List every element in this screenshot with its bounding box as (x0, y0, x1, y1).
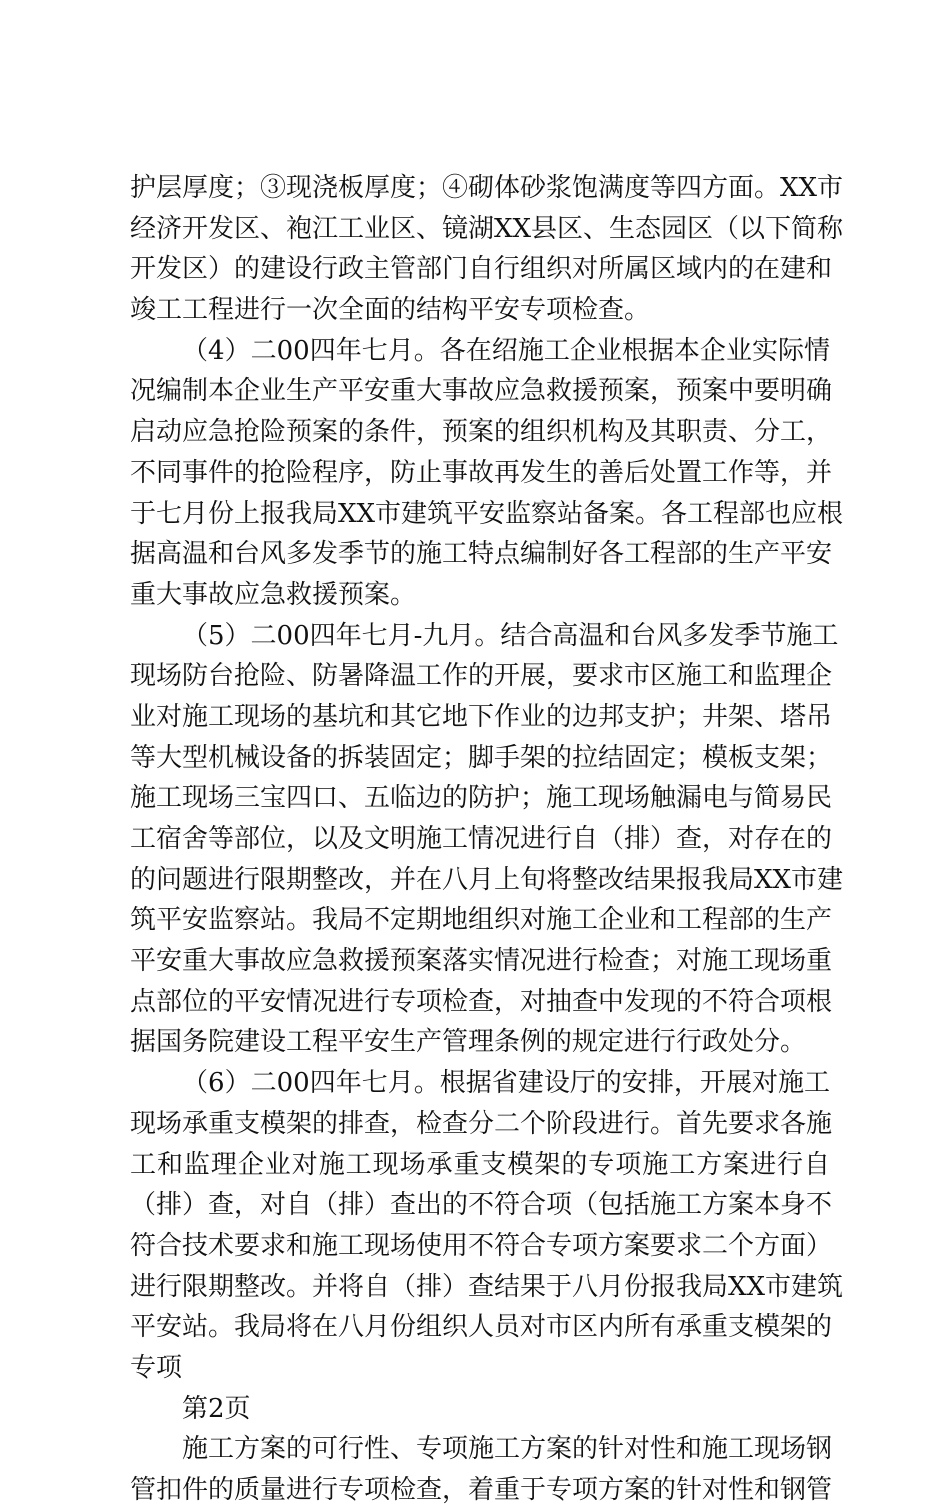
text-line: 点部位的平安情况进行专项检查，对抽查中发现的不符合项根 (130, 986, 833, 1017)
text-line: 进行限期整改。并将自（排）查结果于八月份报我局XX市建筑 (130, 1271, 844, 1302)
text-line: 启动应急抢险预案的条件，预案的组织机构及其职责、分工， (130, 417, 833, 448)
text-line: 开发区）的建设行政主管部门自行组织对所属区域内的在建和 (130, 254, 833, 285)
text-line: 管扣件的质量进行专项检查，着重于专项方案的针对性和钢管 (130, 1475, 833, 1505)
text-line: 经济开发区、袍江工业区、镜湖XX县区、生态园区（以下简称 (130, 213, 844, 244)
text-line: 专项 (130, 1352, 183, 1383)
text-line: 工和监理企业对施工现场承重支模架的专项施工方案进行自 (130, 1149, 830, 1180)
text-line: 等大型机械设备的拆装固定；脚手架的拉结固定；模板支架； (130, 742, 833, 773)
text-line: 于七月份上报我局XX市建筑平安监察站备案。各工程部也应根 (130, 498, 844, 529)
text-line: （排）查，对自（排）查出的不符合项（包括施工方案本身不 (130, 1190, 833, 1221)
text-line: 施工现场三宝四口、五临边的防护；施工现场触漏电与简易民 (130, 783, 833, 814)
text-line: 工宿舍等部位，以及文明施工情况进行自（排）查，对存在的 (130, 824, 833, 854)
page-number: 第2页 (182, 1393, 251, 1424)
text-line: 平安站。我局将在八月份组织人员对市区内所有承重支模架的 (130, 1312, 833, 1343)
text-line: 筑平安监察站。我局不定期地组织对施工企业和工程部的生产 (130, 905, 833, 936)
text-line: 据高温和台风多发季节的施工特点编制好各工程部的生产平安 (130, 539, 833, 570)
text-line: 护层厚度；③现浇板厚度；④砌体砂浆饱满度等四方面。XX市 (130, 173, 844, 203)
text-line: 重大事故应急救援预案。 (130, 579, 417, 610)
text-line: 据国务院建设工程平安生产管理条例的规定进行行政处分。 (130, 1027, 807, 1058)
text-line: 的问题进行限期整改，并在八月上旬将整改结果报我局XX市建 (130, 864, 844, 895)
text-line: 竣工工程进行一次全面的结构平安专项检查。 (130, 295, 651, 326)
document-body (130, 168, 844, 1511)
text-line: 符合技术要求和施工现场使用不符合专项方案要求二个方面） (130, 1230, 833, 1261)
text-line: 业对施工现场的基坑和其它地下作业的边邦支护；井架、塔吊 (130, 701, 833, 732)
text-line: 现场防台抢险、防暑降温工作的开展，要求市区施工和监理企 (130, 661, 833, 692)
text-line: 况编制本企业生产平安重大事故应急救援预案，预案中要明确 (130, 376, 833, 407)
paragraph-4-start: （4）二00四年七月。各在绍施工企业根据本企业实际情 (182, 335, 830, 366)
text-line: 现场承重支模架的排查，检查分二个阶段进行。首先要求各施 (130, 1108, 833, 1139)
text-line: 不同事件的抢险程序，防止事故再发生的善后处置工作等，并 (130, 457, 833, 488)
paragraph-5-start: （5）二00四年七月-九月。结合高温和台风多发季节施工 (182, 620, 839, 651)
text-line: 平安重大事故应急救援预案落实情况进行检查；对施工现场重 (130, 946, 833, 977)
paragraph-6-start: （6）二00四年七月。根据省建设厅的安排，开展对施工 (182, 1068, 830, 1099)
continuation-paragraph-start: 施工方案的可行性、专项施工方案的针对性和施工现场钢 (182, 1434, 833, 1465)
